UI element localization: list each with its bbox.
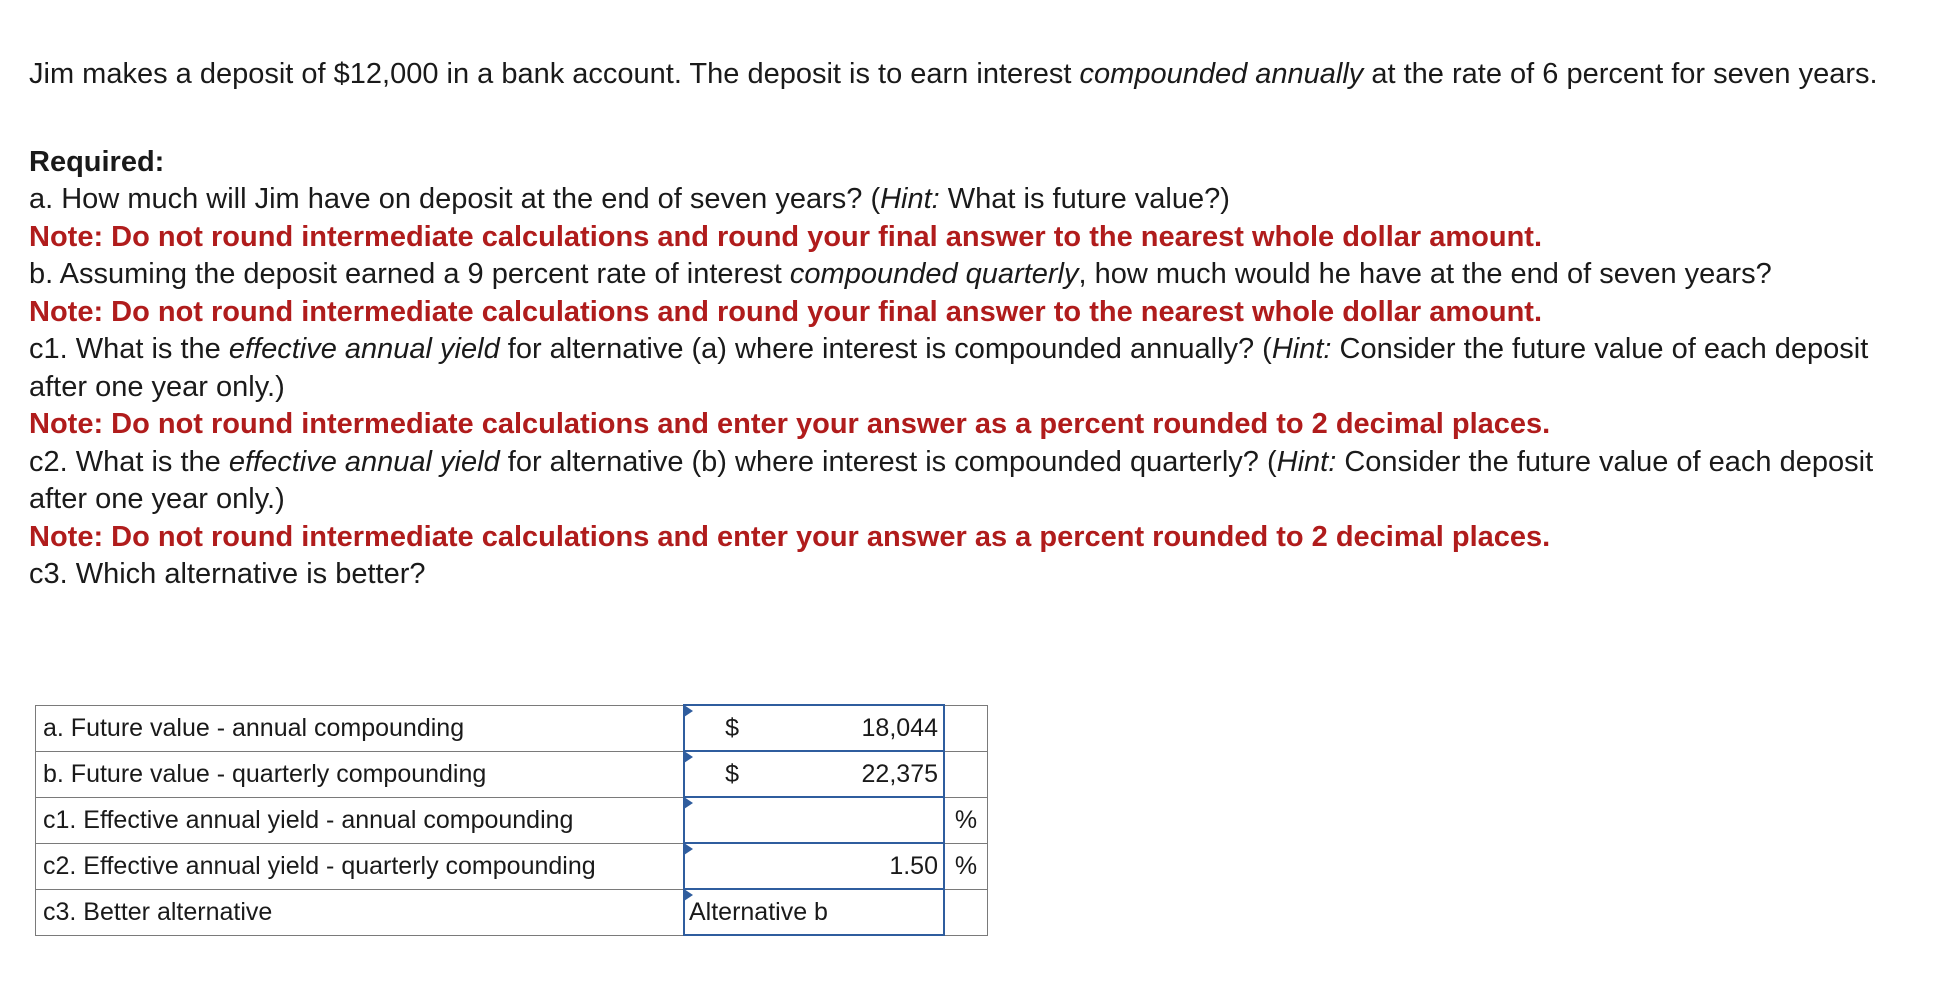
answer-value: 18,044 [861,713,938,742]
question-c1 [29,331,1909,406]
question-a [29,181,1909,219]
problem-intro [29,56,1909,94]
question-b-text: b. Assuming the deposit earned a 9 percent rate of interest [29,258,790,290]
question-b-emphasis: compounded quarterly [789,258,1079,290]
table-row [36,797,988,843]
answer-value: 1.50 [889,851,938,880]
note-a: Note: Do not round intermediate calculations and round your final answer to the nearest whole dollar amount. [29,220,1542,253]
answer-table [35,704,988,936]
question-a-text: a. How much will Jim have on deposit at the end of seven years? ( [29,183,881,215]
selected-option: Alternative b [689,897,828,926]
table-row [36,751,988,797]
unit-cell [944,889,988,935]
required-heading: Required: [29,145,165,178]
row-label: b. Future value - quarterly compounding [36,751,685,797]
row-label: c3. Better alternative [36,889,685,935]
table-row [36,889,988,935]
percent-unit: % [944,843,988,889]
note-c1: Note: Do not round intermediate calculations and enter your answer as a percent rounded to 2 decimal places. [29,408,1551,440]
answer-input-c2[interactable] [684,843,944,889]
question-c2-text-end: Consider the future value of each deposit after one year only.) [29,445,1874,515]
unit-cell [944,705,988,751]
table-row [36,705,988,751]
row-label: a. Future value - annual compounding [36,705,685,751]
question-b [29,256,1909,294]
note-c2: Note: Do not round intermediate calculations and enter your answer as a percent rounded to 2 decimal places. [29,520,1551,553]
question-b-text-end: , how much would he have at the end of seven years? [1078,258,1772,290]
question-c2 [29,444,1909,519]
unit-cell [944,751,988,797]
question-c1-emphasis: effective annual yield [228,333,500,365]
note-b: Note: Do not round intermediate calculations and round your final answer to the nearest whole dollar amount. [29,295,1542,328]
question-c1-text-mid: for alternative (a) where interest is compounded annually? ( [499,333,1272,365]
question-c1-text-end: Consider the future value of each deposit after one year only.) [29,333,1869,403]
row-label: c2. Effective annual yield - quarterly compounding [36,843,685,889]
answer-input-a[interactable] [684,705,944,751]
intro-text: Jim makes a deposit of $12,000 in a bank account. The deposit is to earn interest [29,58,1080,90]
question-a-hint: Hint: [880,183,940,215]
answer-dropdown-c3[interactable] [684,889,944,935]
answer-input-b[interactable] [684,751,944,797]
problem-text [29,56,1909,594]
table-row [36,843,988,889]
question-c2-text: c2. What is the [29,445,229,478]
row-label: c1. Effective annual yield - annual compounding [36,797,685,843]
answer-input-c1[interactable] [684,797,944,843]
intro-emphasis: compounded annually [1079,58,1364,90]
question-a-text-end: What is future value?) [939,183,1230,215]
currency-symbol: $ [725,713,739,742]
question-c2-text-mid: for alternative (b) where interest is compounded quarterly? ( [499,445,1277,478]
question-c3: c3. Which alternative is better? [29,558,426,590]
question-c2-hint: Hint: [1276,445,1337,478]
question-c1-text: c1. What is the [29,333,229,365]
answer-value: 22,375 [861,759,938,788]
currency-symbol: $ [725,759,739,788]
question-c2-emphasis: effective annual yield [228,445,500,478]
intro-text-end: at the rate of 6 percent for seven years. [1363,58,1878,90]
question-c1-hint: Hint: [1271,333,1332,365]
percent-unit: % [944,797,988,843]
